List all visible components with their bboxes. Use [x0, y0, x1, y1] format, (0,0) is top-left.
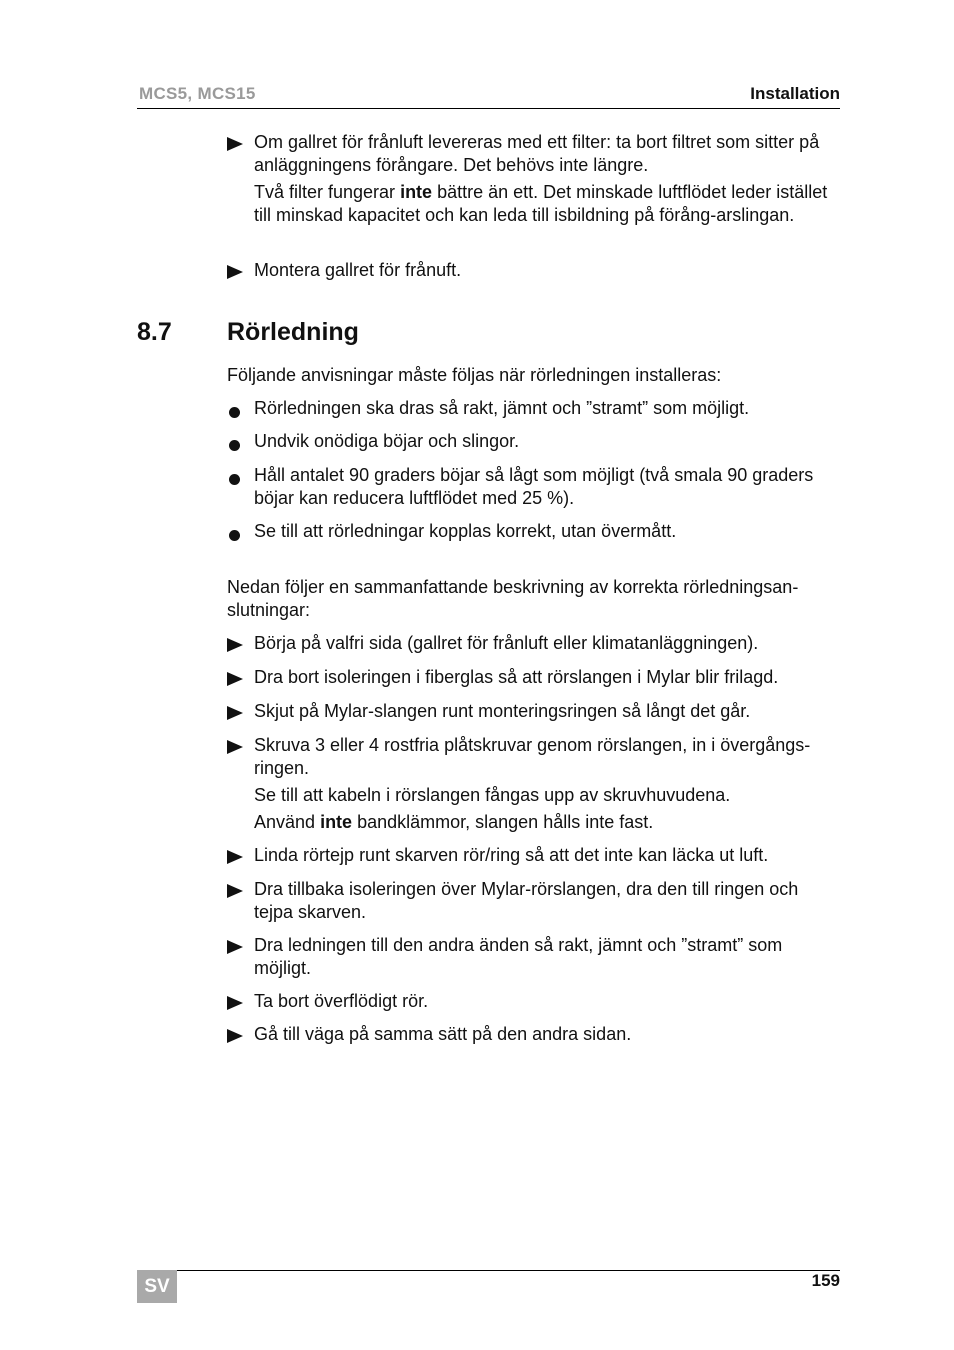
note-text: Använd [254, 812, 321, 832]
step-item [227, 632, 841, 655]
step-text: Dra ledningen till den andra änden så rakt, jämnt och ”stramt” som möjligt. [254, 935, 783, 978]
language-badge: SV [137, 1270, 177, 1303]
note-text: bättre än ett. Det minskade luftflödet leder istället till minskad kapacitet och kan leda till isbildning på förång-arslingan. [254, 182, 828, 225]
bullet-item [227, 430, 841, 453]
bullet-item [227, 520, 841, 543]
note-emphasis: inte [400, 182, 433, 202]
bullet-text: Rörledningen ska dras så rakt, jämnt och ”stramt” som möjligt. [254, 398, 750, 418]
note-text: bandklämmor, slangen hålls inte fast. [352, 812, 654, 832]
header-product: MCS5, MCS15 [139, 84, 256, 103]
summary-paragraph: Nedan följer en sammanfattande beskrivning av korrekta rörledningsan-slutningar: [227, 577, 799, 620]
arrow-icon [227, 131, 249, 154]
bullet-item [227, 397, 841, 420]
bullet-icon [227, 430, 249, 453]
step-item [227, 666, 841, 689]
bullet-icon [227, 464, 249, 487]
bullet-text: Undvik onödiga böjar och slingor. [254, 431, 520, 451]
bullet-icon [227, 397, 249, 420]
step-text: Dra tillbaka isoleringen över Mylar-rörslangen, dra den till ringen och tejpa skarven. [254, 879, 799, 922]
arrow-icon [227, 1023, 249, 1046]
step-text: Skjut på Mylar-slangen runt monteringsringen så långt det går. [254, 701, 751, 721]
header-chapter: Installation [750, 84, 840, 103]
step-text: Ta bort överflödigt rör. [254, 991, 429, 1011]
step-text: Linda rörtejp runt skarven rör/ring så att det inte kan läcka ut luft. [254, 845, 769, 865]
bullet-text: Se till att rörledningar kopplas korrekt, utan övermått. [254, 521, 677, 541]
arrow-icon [227, 844, 249, 867]
lead-paragraph: Följande anvisningar måste följas när rörledningen installeras: [227, 365, 722, 385]
page-header [137, 84, 840, 109]
section-title: Rörledning [227, 318, 359, 346]
step-item [227, 734, 841, 779]
page-number: 159 [811, 1271, 840, 1290]
step-note: Se till att kabeln i rörslangen fångas upp av skruvhuvudena. [254, 785, 731, 805]
arrow-icon [227, 734, 249, 757]
step-note [254, 811, 844, 834]
step-item [227, 259, 841, 282]
step-item [227, 844, 841, 867]
note-text: Två filter fungerar [254, 182, 401, 202]
arrow-icon [227, 990, 249, 1013]
step-item [227, 878, 841, 923]
step-item [227, 934, 841, 979]
bullet-icon [227, 520, 249, 543]
section-number: 8.7 [137, 318, 172, 346]
bullet-item [227, 464, 841, 509]
arrow-icon [227, 666, 249, 689]
step-item [227, 131, 841, 176]
arrow-icon [227, 934, 249, 957]
arrow-icon [227, 632, 249, 655]
step-text: Gå till väga på samma sätt på den andra sidan. [254, 1024, 632, 1044]
step-text: Montera gallret för frånuft. [254, 260, 462, 280]
step-text: Börja på valfri sida (gallret för frånluft eller klimatanläggningen). [254, 633, 759, 653]
step-text: Om gallret för frånluft levereras med ett filter: ta bort filtret som sitter på anläggningens förångare. Det behövs inte längre. [254, 132, 820, 175]
note-paragraph [254, 181, 844, 226]
arrow-icon [227, 878, 249, 901]
footer-rule [137, 1270, 840, 1271]
step-text: Dra bort isoleringen i fiberglas så att rörslangen i Mylar blir frilagd. [254, 667, 779, 687]
arrow-icon [227, 700, 249, 723]
step-item [227, 1023, 841, 1046]
step-item [227, 990, 841, 1013]
note-emphasis: inte [320, 812, 353, 832]
arrow-icon [227, 259, 249, 282]
step-text: Skruva 3 eller 4 rostfria plåtskruvar genom rörslangen, in i övergångs-ringen. [254, 735, 811, 778]
step-item [227, 700, 841, 723]
bullet-text: Håll antalet 90 graders böjar så lågt som möjligt (två smala 90 graders böjar kan reducera luftflödet med 25 %). [254, 465, 814, 508]
